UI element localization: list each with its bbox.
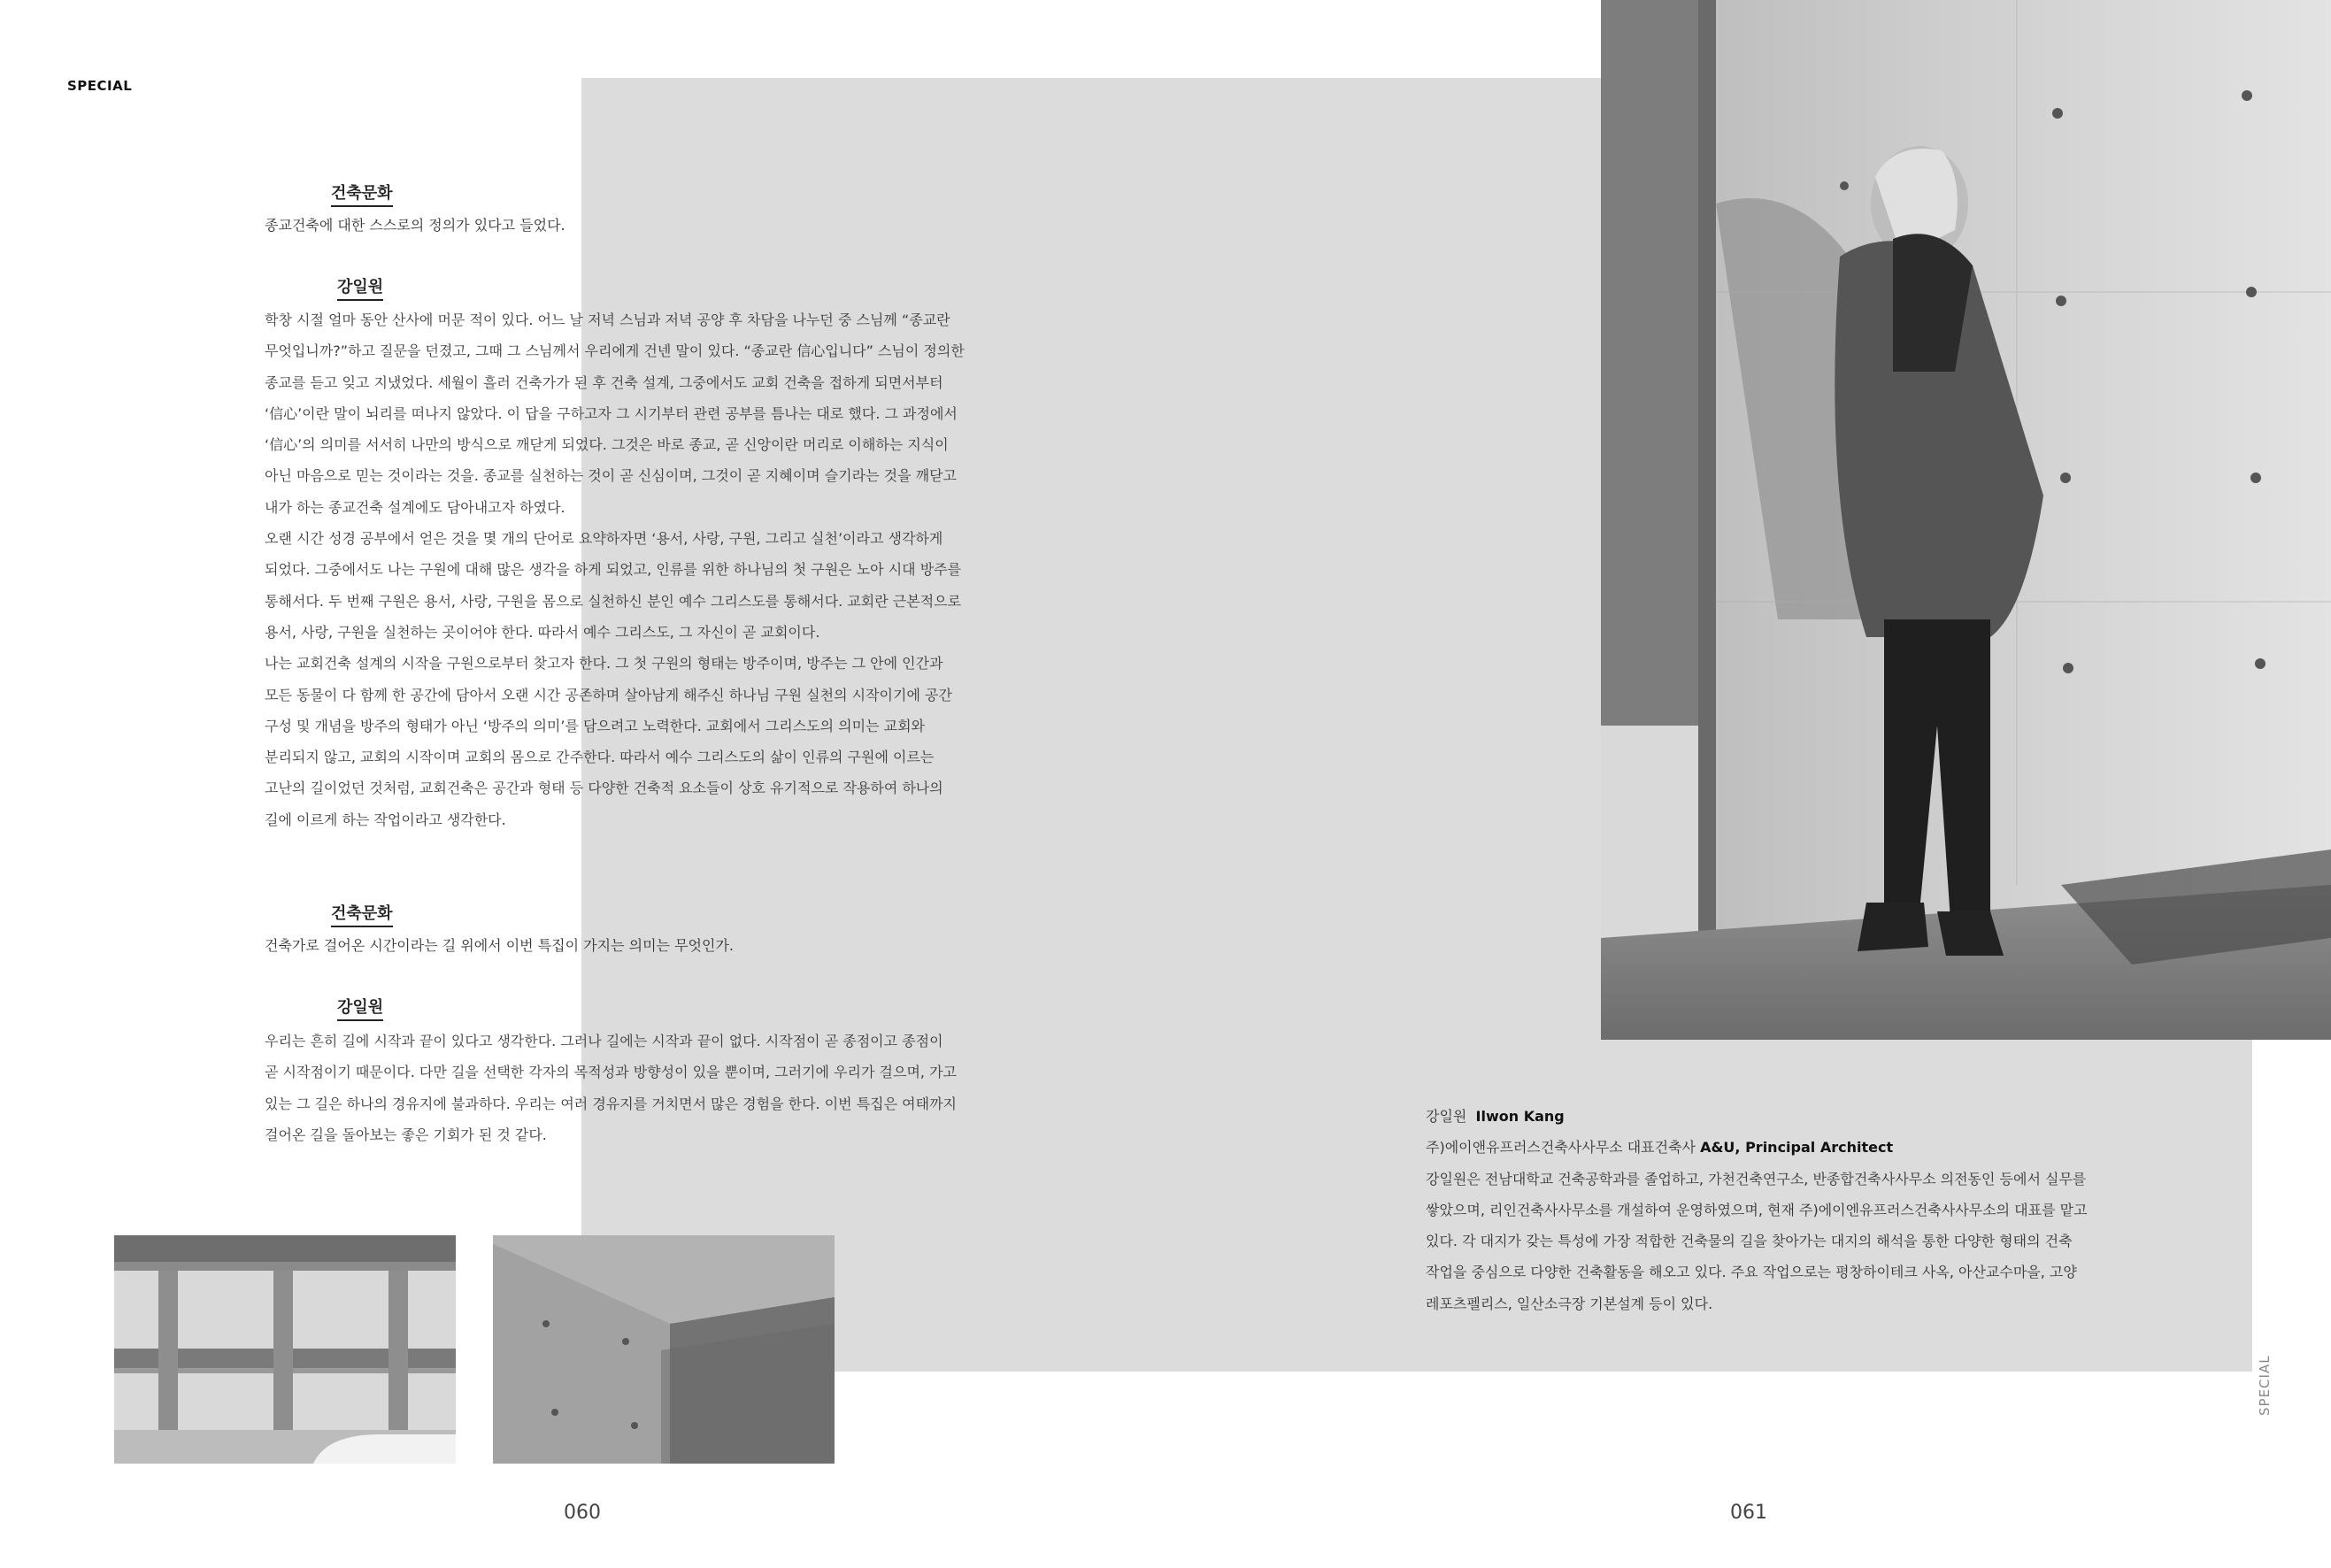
answer-line: 있는 그 길은 하나의 경유지에 불과하다. 우리는 여러 경유지를 거치면서 많은 경험을 한다. 이번 특집은 여태까지 <box>265 1095 957 1112</box>
bio-line: 있다. 각 대지가 갖는 특성에 가장 적합한 건축물의 길을 찾아가는 대지의 해석을 통한 다양한 형태의 건축 <box>1426 1233 2073 1250</box>
bio-line: 강일원은 전남대학교 건축공학과를 졸업하고, 가천건축연구소, 반종합건축사사무소 의전동인 등에서 실무를 <box>1426 1170 2087 1188</box>
answer-line: 내가 하는 종교건축 설계에도 담아내고자 하였다. <box>265 498 565 516</box>
bio-line: 쌓았으며, 리인건축사사무소를 개설하여 운영하였으며, 현재 주)에이엔유프러스건축사사무소의 대표를 맡고 <box>1426 1201 2088 1218</box>
question-text: 종교건축에 대한 스스로의 정의가 있다고 들었다. <box>265 217 565 234</box>
answer-line: 우리는 흔히 길에 시작과 끝이 있다고 생각한다. 그러나 길에는 시작과 끝이 없다. 시작점이 곧 종점이고 종점이 <box>265 1033 943 1049</box>
answer-text <box>265 1026 973 1150</box>
answer-line: ‘信心’의 의미를 서서히 나만의 방식으로 깨닫게 되었다. 그것은 바로 종교, 곧 신앙이란 머리로 이해하는 지식이 <box>265 436 949 454</box>
answer-line: 구성 및 개념을 방주의 형태가 아닌 ‘방주의 의미’를 담으려고 노력한다. 교회에서 그리스도의 의미는 교회와 <box>265 717 925 734</box>
answer-line: 통해서다. 두 번째 구원은 용서, 사랑, 구원을 몸으로 실천하신 분인 예수 그리스도를 통해서다. 교회란 근본적으로 <box>265 592 962 610</box>
answer-line: 걸어온 길을 돌아보는 좋은 기회가 된 것 같다. <box>265 1126 547 1143</box>
affiliation-en: A&U, Principal Architect <box>1700 1139 1894 1157</box>
colonnade-photo <box>114 1235 456 1464</box>
answer-line: 무엇입니까?”하고 질문을 던졌고, 그때 그 스님께서 우리에게 건넨 말이 있다. “종교란 信心입니다” 스님이 정의한 <box>265 342 965 360</box>
answer-line: 곧 시작점이기 때문이다. 다만 길을 선택한 각자의 목적성과 방향성이 있을 뿐이며, 그러기에 우리가 걸으며, 가고 <box>265 1064 957 1081</box>
question-text: 건축가로 걸어온 시간이라는 길 위에서 이번 특집이 가지는 의미는 무엇인가. <box>265 937 734 954</box>
caption-affiliation-line <box>1426 1132 2116 1163</box>
answer-line: ‘信心’이란 말이 뇌리를 떠나지 않았다. 이 답을 구하고자 그 시기부터 관련 공부를 틈나는 대로 했다. 그 과정에서 <box>265 404 958 422</box>
interviewer-label: 건축문화 <box>331 184 393 207</box>
concrete-corner-photo <box>493 1235 835 1464</box>
answer-line: 고난의 길이었던 것처럼, 교회건축은 공간과 형태 등 다양한 건축적 요소들이 상호 유기적으로 작용하여 하나의 <box>265 780 943 797</box>
bio-line: 레포츠펠리스, 일산소극장 기본설계 등이 있다. <box>1426 1295 1713 1312</box>
vertical-section-tag: SPECIAL <box>2257 1355 2273 1416</box>
interviewer-label: 건축문화 <box>331 904 393 927</box>
portrait-photo <box>1601 0 2331 1040</box>
answer-line: 아닌 마음으로 믿는 것이라는 것을. 종교를 실천하는 것이 곧 신심이며, 그것이 곧 지혜이며 슬기라는 것을 깨닫고 <box>265 467 957 485</box>
section-tag: SPECIAL <box>67 78 133 94</box>
answer-line: 길에 이르게 하는 작업이라고 생각한다. <box>265 811 506 828</box>
answer-line: 용서, 사랑, 구원을 실천하는 곳이어야 한다. 따라서 예수 그리스도, 그 자신이 곧 교회이다. <box>265 623 820 641</box>
respondent-label: 강일원 <box>337 278 383 301</box>
name-en: Ilwon Kang <box>1475 1108 1565 1125</box>
page-number-right: 061 <box>1730 1502 1767 1524</box>
answer-text <box>265 304 973 835</box>
answer-line: 모든 동물이 다 함께 한 공간에 담아서 오랜 시간 공존하며 살아남게 해주신 하나님 구원 실천의 시작이기에 공간 <box>265 686 952 703</box>
answer-line: 분리되지 않고, 교회의 시작이며 교회의 몸으로 간주한다. 따라서 예수 그리스도의 삶이 인류의 구원에 이르는 <box>265 749 935 766</box>
affiliation-ko: 주)에이앤유프러스건축사사무소 대표건축사 <box>1426 1139 1696 1157</box>
answer-line: 되었다. 그중에서도 나는 구원에 대해 많은 생각을 하게 되었고, 인류를 위한 하나님의 첫 구원은 노아 시대 방주를 <box>265 561 962 579</box>
answer-line: 나는 교회건축 설계의 시작을 구원으로부터 찾고자 한다. 그 첫 구원의 형태는 방주이며, 방주는 그 안에 인간과 <box>265 655 943 673</box>
architect-caption <box>1426 1101 2116 1319</box>
answer-line: 종교를 듣고 잊고 지냈었다. 세월이 흘러 건축가가 된 후 건축 설계, 그중에서도 교회 건축을 접하게 되면서부터 <box>265 373 943 391</box>
answer-line: 학창 시절 얼마 동안 산사에 머문 적이 있다. 어느 날 저녁 스님과 저녁 공양 후 차담을 나누던 중 스님께 “종교란 <box>265 311 950 328</box>
bio-line: 작업을 중심으로 다양한 건축활동을 해오고 있다. 주요 작업으로는 평창하이테크 사옥, 아산교수마을, 고양 <box>1426 1264 2077 1281</box>
page-number-left: 060 <box>564 1502 601 1524</box>
name-ko: 강일원 <box>1426 1108 1467 1125</box>
respondent-label: 강일원 <box>337 998 383 1021</box>
caption-name-line <box>1426 1101 2116 1132</box>
answer-line: 오랜 시간 성경 공부에서 얻은 것을 몇 개의 단어로 요약하자면 ‘용서, 사랑, 구원, 그리고 실천’이라고 생각하게 <box>265 530 943 548</box>
